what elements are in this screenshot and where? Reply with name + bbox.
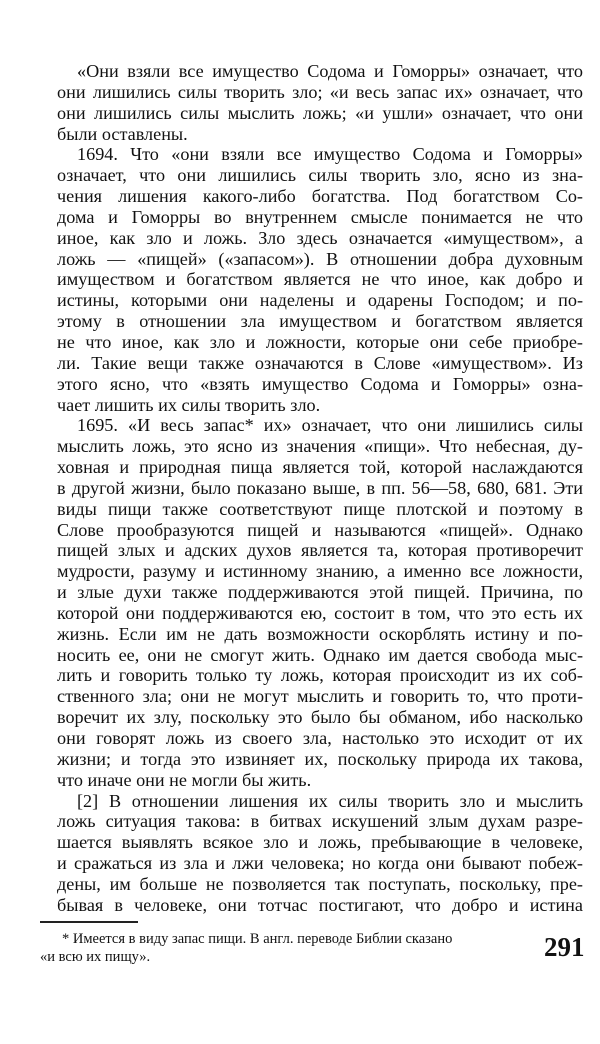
text-line: 1694. Что «они взяли все имущество Содома и Гоморры» bbox=[77, 144, 583, 165]
text-line: ложь ситуация такова: в битвах искушений злым духам разре- bbox=[57, 811, 583, 832]
body-text bbox=[57, 61, 583, 916]
text-line: не что иное, как зло и ложности, которые они себе приобре- bbox=[57, 331, 583, 352]
text-line: чает лишить их силы творить зло. bbox=[57, 394, 321, 415]
text-line: дома и Гоморры во внутреннем смысле понимается не что bbox=[57, 206, 583, 227]
footnote-line: * Имеется в виду запас пищи. В англ. переводе Библии сказано bbox=[62, 931, 453, 947]
footnote-line: «и всю их пищу». bbox=[40, 949, 151, 965]
text-line: имуществом и богатством является не что иное, как добро и bbox=[57, 269, 583, 290]
text-line: носить ее, они не смогут жить. Однако им дается свобода мыс- bbox=[57, 644, 583, 665]
text-line: мыслить ложь, это ясно из значения «пищи». Что небесная, ду- bbox=[57, 436, 583, 457]
text-line: в другой жизни, было показано выше, в пп. 56—58, 680, 681. Эти bbox=[57, 477, 583, 498]
text-line: истины, которыми они наделены и одарены Господом; и по- bbox=[57, 290, 583, 311]
text-line: ли. Такие вещи также означаются в Слове «имуществом». Из bbox=[57, 352, 583, 373]
footnote-divider bbox=[40, 921, 138, 923]
text-line: [2] В отношении лишения их силы творить зло и мыслить bbox=[77, 790, 583, 811]
footnote bbox=[40, 930, 510, 966]
text-line: чения лишения какого-либо богатства. Под богатством Со- bbox=[57, 186, 583, 207]
text-line: Слове прообразуются пищей и называются «пищей». Однако bbox=[57, 519, 583, 540]
text-line: они лишились силы творить зло; «и весь запас их» означает, что bbox=[57, 81, 583, 102]
text-line: бывая в человеке, они тотчас постигают, что добро и истина bbox=[57, 894, 583, 915]
text-line: они говорят ложь из своего зла, настолько это исходит от их bbox=[57, 728, 583, 748]
text-line: они лишились силы мыслить ложь; «и ушли» означает, что они bbox=[57, 102, 583, 123]
text-line: 1695. «И весь запас* их» означает, что они лишились силы bbox=[77, 415, 583, 436]
text-line: которой они поддерживаются ею, состоит в том, что это есть их bbox=[57, 602, 583, 623]
text-line: лить и говорить только ту ложь, которая происходит из их соб- bbox=[57, 665, 583, 686]
text-line: пищей злых и адских духов является та, которая противоречит bbox=[57, 540, 583, 561]
text-line: жизнь. Если им не дать возможности оскорблять истину и по- bbox=[57, 623, 583, 644]
text-line: означает, что они лишились силы творить зло, ясно из зна- bbox=[57, 165, 583, 186]
text-line: ховная и природная пища является той, которой наслаждаются bbox=[57, 457, 583, 478]
text-line: мудрости, разуму и истинному знанию, а именно все ложности, bbox=[57, 561, 583, 582]
text-line: и злые духи также поддерживаются этой пищей. Причина, по bbox=[57, 582, 583, 603]
text-line: иное, как зло и ложь. Зло здесь означается «имуществом», а bbox=[57, 227, 583, 248]
text-line: виды пищи также соответствуют пище плотской и поэтому в bbox=[57, 498, 583, 519]
text-line: ственного зла; они не могут мыслить и говорить то, что проти- bbox=[57, 686, 583, 707]
text-line: этого ясно, что «взять имущество Содома и Гоморры» озна- bbox=[57, 373, 583, 394]
page-number: 291 bbox=[544, 932, 585, 962]
text-line: жизни; и тогда это извиняет их, поскольку природа их такова, bbox=[57, 748, 583, 769]
text-line: воречит их злу, поскольку это было бы обманом, ибо насколько bbox=[57, 707, 583, 728]
text-line: были оставлены. bbox=[57, 123, 188, 144]
text-line: «Они взяли все имущество Содома и Гоморры» означает, что bbox=[77, 61, 583, 81]
text-line: шается выявлять всякое зло и ложь, пребывающие в человеке, bbox=[57, 832, 583, 853]
text-line: ложь — «пищей» («запасом»). В отношении добра духовным bbox=[57, 248, 583, 269]
text-line: и сражаться из зла и лжи человека; но когда они бывают побеж- bbox=[57, 853, 583, 874]
text-line: что иначе они не могли бы жить. bbox=[57, 769, 312, 790]
text-line: этому в отношении зла имуществом и богатством является bbox=[57, 311, 583, 332]
text-line: дены, им больше не позволяется так поступать, поскольку, пре- bbox=[57, 873, 583, 894]
